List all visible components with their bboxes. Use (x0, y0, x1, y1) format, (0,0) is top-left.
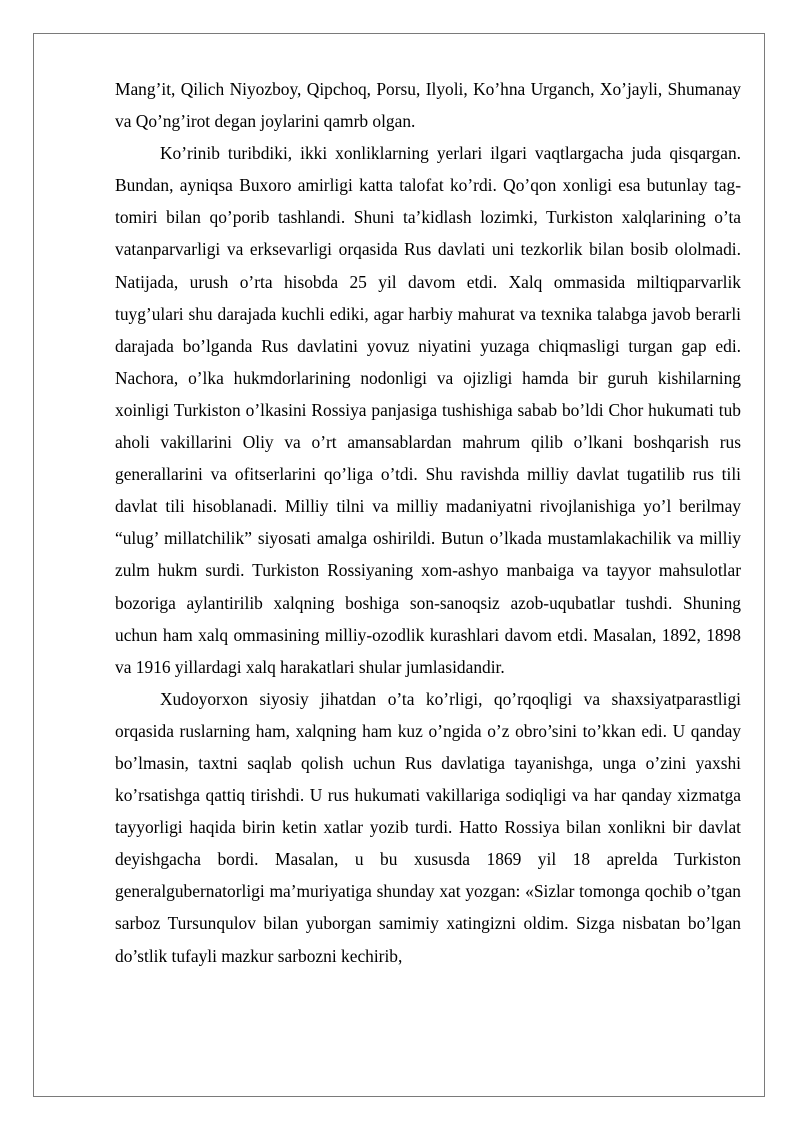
paragraph-3: Xudoyorxon siyosiy jihatdan o’ta ko’rligi, qo’rqoqligi va shaxsiyatparastligi orqasida ruslarning ham, xalqning ham kuz o’ngida o’z obro’sini to’kkan edi. U qanday bo’lmasin, taxtni saqlab qolish uchun Rus davlatiga tayanishga, unga o’zini yaxshi ko’rsatishga qattiq tirishdi. U rus hukumati vakillariga sodiqligi va har qanday xizmatga tayyorligi haqida birin ketin xatlar yozib turdi. Hatto Rossiya bilan xonlikni bir davlat deyishgacha bordi. Masalan, u bu xususda 1869 yil 18 aprelda Turkiston generalgubernatorligi ma’muriyatiga shunday xat yozgan: «Sizlar tomonga qochib o’tgan sarboz Tursunqulov bilan yuborgan samimiy xatingizni oldim. Sizga nisbatan bo’lgan do’stlik tufayli mazkur sarbozni kechirib, (115, 688, 741, 966)
paragraph-2: Ko’rinib turibdiki, ikki xonliklarning yerlari ilgari vaqtlargacha juda qisqargan. Bundan, ayniqsa Buxoro amirligi katta talofat ko’rdi. Qo’qon xonligi esa butunlay tag-tomiri bilan qo’porib tashlandi. Shuni ta’kidlash lozimki, Turkiston xalqlarining o’ta vatanparvarligi va erksevarligi orqasida Rus davlati uni tezkorlik bilan bosib ololmadi. Natijada, urush o’rta hisobda 25 yil davom etdi. Xalq ommasida miltiqparvarlik tuyg’ulari shu darajada kuchli ediki, agar harbiy mahurat va texnika talabga javob berarli darajada bo’lganda Rus davlatini yovuz niyatini yuzaga chiqmasligi turgan gap edi. Nachora, o’lka hukmdorlarining nodonligi va ojizligi hamda bir guruh kishilarning xoinligi Turkiston o’lkasini Rossiya panjasiga tushishiga sabab bo’ldi Chor hukumati tub aholi vakillarini Oliy va o’rt amansablardan mahrum qilib o’lkani boshqarish rus generallarini va ofitserlarini qo’liga o’tdi. Shu ravishda milliy davlat tugatilib rus tili davlat tili hisoblanadi. Milliy tilni va milliy madaniyatni rivojlanishiga yo’l berilmay “ulug’ millatchilik” siyosati amalga oshirildi. Butun o’lkada mustamlakachilik va milliy zulm hukm surdi. Turkiston Rossiyaning xom-ashyo manbaiga va tayyor mahsulotlar bozoriga aylantirilib xalqning boshiga son-sanoqsiz azob-uqubatlar tushdi. Shuning uchun ham xalq ommasining milliy-ozodlik kurashlari davom etdi. Masalan, 1892, 1898 va 1916 yillardagi xalq harakatlari shular jumlasidandir. (115, 143, 741, 677)
document-body (115, 73, 741, 972)
paragraph-1: Mang’it, Qilich Niyozboy, Qipchoq, Porsu, Ilyoli, Ko’hna Urganch, Xo’jayli, Shumanay va Qo’ng’irot degan joylarini qamrb olgan. (115, 79, 741, 132)
